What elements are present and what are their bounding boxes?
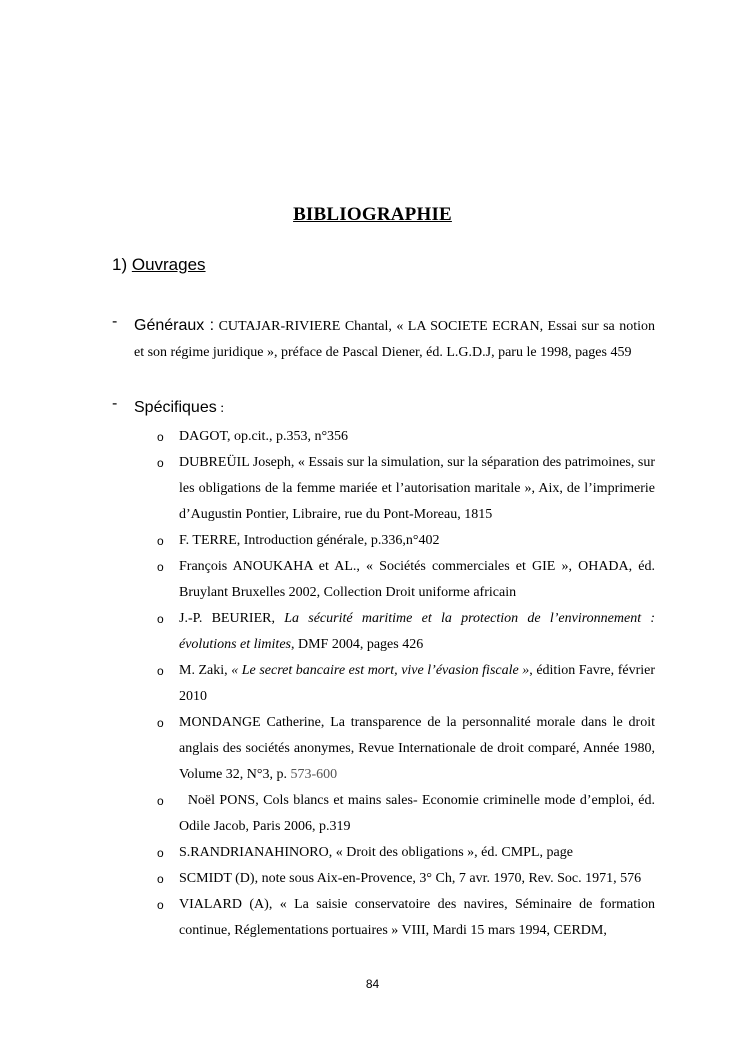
generaux-label: Généraux : xyxy=(134,317,215,334)
list-item: o F. TERRE, Introduction générale, p.336,n°402 xyxy=(157,528,655,554)
dash-marker: - xyxy=(112,313,118,330)
bullet-icon: o xyxy=(157,612,164,626)
page-title: BIBLIOGRAPHIE xyxy=(293,204,452,225)
bullet-icon: o xyxy=(157,430,164,444)
list-item: o J.-P. BEURIER, La sécurité maritime et la protection de l’environnement : évolutions et limites, DMF 2004, pages 426 xyxy=(157,606,655,658)
generaux-text: CUTAJAR-RIVIERE Chantal, « LA SOCIETE ECRAN, Essai sur sa notion et son régime juridique », préface de Pascal Diener, éd. L.G.D.J, paru le 1998, pages 459 xyxy=(134,319,656,360)
list-item: o MONDANGE Catherine, La transparence de la personnalité morale dans le droit anglais des sociétés anonymes, Revue Internationale de droit comparé, Année 1980, Volume 32, N°3, p. 573-600 xyxy=(157,710,655,788)
list-item: o Noël PONS, Cols blancs et mains sales- Economie criminelle mode d’emploi, éd. Odile Jacob, Paris 2006, p.319 xyxy=(157,788,655,840)
bullet-icon: o xyxy=(157,846,164,860)
bullet-icon: o xyxy=(157,898,164,912)
list-item: o DAGOT, op.cit., p.353, n°356 xyxy=(157,424,655,450)
list-item: o VIALARD (A), « La saisie conservatoire des navires, Séminaire de formation continue, Réglementations portuaires » VIII, Mardi 15 mars 1994, CERDM, xyxy=(157,892,655,944)
bullet-icon: o xyxy=(157,872,164,886)
list-item: o S.RANDRIANAHINORO, « Droit des obligations », éd. CMPL, page xyxy=(157,840,655,866)
bullet-icon: o xyxy=(157,456,164,470)
generaux-entry xyxy=(112,313,655,366)
bibliography-list xyxy=(157,424,659,944)
list-item: o SCMIDT (D), note sous Aix-en-Provence, 3° Ch, 7 avr. 1970, Rev. Soc. 1971, 576 xyxy=(157,866,655,892)
bullet-icon: o xyxy=(157,664,164,678)
list-item: o M. Zaki, « Le secret bancaire est mort, vive l’évasion fiscale », édition Favre, février 2010 xyxy=(157,658,655,710)
specifiques-entry xyxy=(112,395,655,422)
specifiques-label: Spécifiques xyxy=(134,399,217,416)
specifiques-colon: : xyxy=(216,401,225,416)
list-item: o François ANOUKAHA et AL., « Sociétés commerciales et GIE », OHADA, éd. Bruylant Bruxelles 2002, Collection Droit uniforme africain xyxy=(157,554,655,606)
bullet-icon: o xyxy=(157,716,164,730)
section-heading xyxy=(112,255,206,275)
list-item: o DUBREÜIL Joseph, « Essais sur la simulation, sur la séparation des patrimoines, sur les obligations de la femme mariée et l’autorisation maritale », Aix, de l’imprimerie d’Augustin Pontier, Libraire, rue du Pont-Moreau, 1815 xyxy=(157,450,655,528)
bullet-icon: o xyxy=(157,534,164,548)
page-number: 84 xyxy=(365,977,380,991)
bullet-icon: o xyxy=(157,560,164,574)
section-number: 1) xyxy=(112,255,132,274)
section-label: Ouvrages xyxy=(131,255,206,274)
bullet-icon: o xyxy=(157,794,164,808)
dash-marker: - xyxy=(112,395,118,412)
